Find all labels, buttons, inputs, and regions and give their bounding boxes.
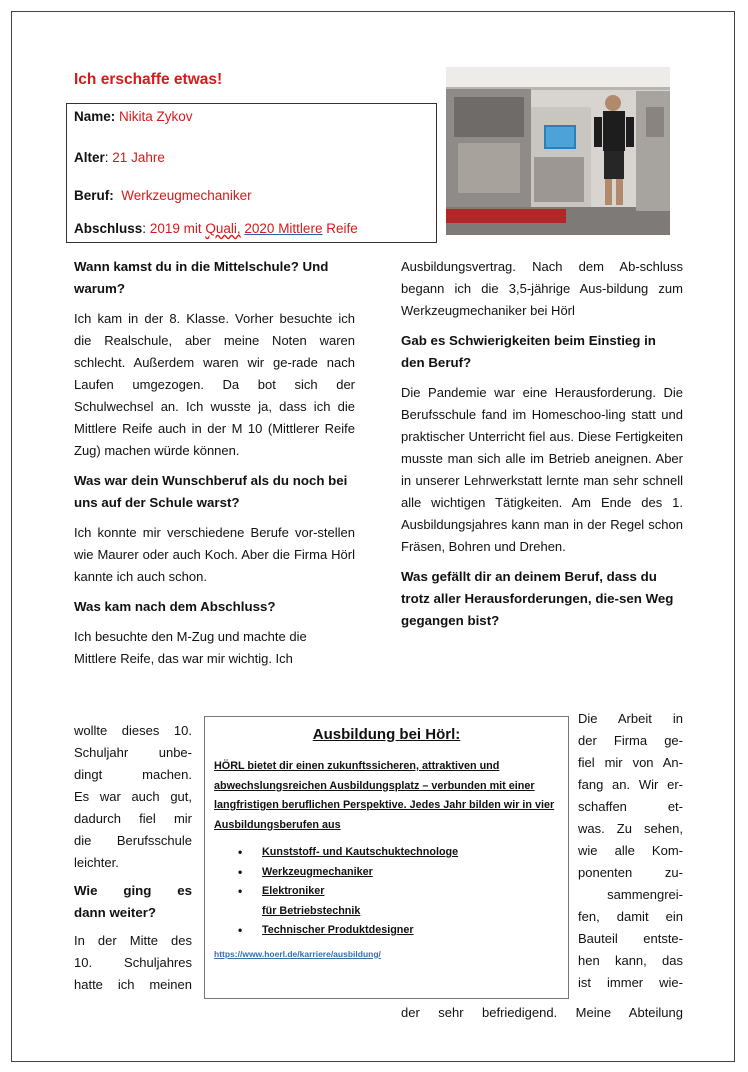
narrow-line: sammengrei-: [607, 887, 683, 902]
right-last-line: der sehr befriedigend. Meine Abteilung: [401, 1005, 683, 1020]
narrow-line: wollte dieses 10.: [74, 723, 192, 738]
narrow-line: Schuljahr unbe-: [74, 745, 192, 760]
training-list: [214, 843, 559, 941]
right-column-top: [401, 256, 683, 632]
question-6: Was gefällt dir an deinem Beruf, dass du trotz aller Herausforderungen, die-sen Weg gegangen bist?: [401, 569, 674, 628]
question-2: Was war dein Wunschberuf als du noch bei uns auf der Schule warst?: [74, 473, 348, 510]
info-job-line: [74, 188, 252, 203]
degree-value-c: 2020 Mittlere: [244, 221, 323, 236]
question-4-line-2: dann weiter?: [74, 905, 157, 920]
bullet-icon: •: [238, 864, 243, 879]
narrow-line: 10. Schuljahres: [74, 955, 192, 970]
list-item-label: Elektroniker: [262, 885, 325, 897]
article-title: Ich erschaffe etwas!: [74, 71, 223, 88]
question-4-line-1: Wie ging es: [74, 883, 192, 898]
job-label: Beruf:: [74, 188, 114, 203]
degree-value-a: 2019 mit: [149, 221, 202, 236]
workshop-photo: [446, 67, 670, 235]
left-column-top: [74, 256, 355, 670]
answer-1: Ich kam in der 8. Klasse. Vorher besuchte ich die Realschule, aber meine Noten waren schlecht. Außerdem waren wir ge-rade nach Laufen umgezogen. Da bot sich der Schulwechsel an. Ich wusste ja, dass ich die Mittlere Reife auch in der M 10 (Mittlerer Reife Zug) machen würde können.: [74, 311, 355, 458]
narrow-line: hatte ich meinen: [74, 977, 192, 992]
narrow-line: ist immer wie-: [578, 975, 683, 990]
name-value: Nikita Zykov: [119, 109, 193, 124]
narrow-line: der Firma ge-: [578, 733, 683, 748]
narrow-line: ponenten zu-: [578, 865, 683, 880]
list-item-sublabel: für Betriebstechnik: [262, 904, 361, 917]
list-item-label: Kunststoff- und Kautschuktechnologe: [262, 846, 459, 858]
narrow-line: leichter.: [74, 855, 119, 870]
narrow-line: Es war auch gut,: [74, 789, 192, 804]
box-intro: HÖRL bietet dir einen zukunftssicheren, attraktiven und abwechslungsreichen Ausbildungsplatz – verbunden mit einer langfristigen beruflichen Perspektive. Jedes Jahr bilden wir in vier Ausbildungsberufen aus: [214, 760, 555, 831]
info-degree-line: [74, 221, 358, 236]
narrow-line: schaffen et-: [578, 799, 683, 814]
answer-5: Die Pandemie war eine Herausforderung. Die Berufsschule fand im Homeschoo-ling statt und praktischer Unterricht fiel aus. Diese Fertigkeiten musste man sich alle im Betrieb aneignen. Aber in unserer Lehrwerkstatt lernte man sehr schnell alle wichtigen Tätigkeiten. Am Ende des 1. Ausbildungsjahres kann man in der Regel schon Fräsen, Bohren und Drehen.: [401, 385, 683, 554]
name-label: Name:: [74, 109, 116, 124]
info-age-line: [74, 150, 165, 165]
training-link[interactable]: https://www.hoerl.de/karriere/ausbildung/: [214, 948, 381, 959]
right-narrow-column: [578, 708, 683, 994]
bullet-icon: •: [238, 845, 243, 859]
bullet-icon: •: [238, 884, 243, 898]
answer-3-line-1: Ich besuchte den M-Zug und machte die: [74, 629, 307, 644]
narrow-line: fiel mir von An-: [578, 755, 683, 770]
bullet-icon: •: [238, 923, 243, 937]
list-item: [214, 843, 559, 863]
question-5: Gab es Schwierigkeiten beim Einstieg in den Beruf?: [401, 333, 656, 370]
narrow-line: dingt machen.: [74, 767, 192, 782]
narrow-line: Die Arbeit in: [578, 711, 683, 726]
list-item: [214, 863, 559, 883]
question-3: Was kam nach dem Abschluss?: [74, 599, 276, 614]
left-narrow-column: [74, 720, 192, 996]
list-item-label: Technischer Produktdesigner: [262, 924, 414, 936]
workshop-photo-graphic: [446, 67, 670, 235]
narrow-line: In der Mitte des: [74, 933, 192, 948]
narrow-line: wie alle Kom-: [578, 843, 683, 858]
answer-4-continued: Ausbildungsvertrag. Nach dem Ab-schluss begann ich die 3,5-jährige Aus-bildung zum Werkzeugmechaniker bei Hörl: [401, 259, 683, 318]
degree-sep: :: [142, 221, 147, 236]
narrow-line: die Berufsschule: [74, 833, 192, 848]
degree-value-d: Reife: [326, 221, 358, 236]
age-sep: :: [104, 150, 109, 165]
narrow-line: fen, damit ein: [578, 909, 683, 924]
list-item: [214, 921, 559, 941]
narrow-line: fang an. Wir er-: [578, 777, 683, 792]
age-label: Alter: [74, 150, 105, 165]
question-1: Wann kamst du in die Mittelschule? Und warum?: [74, 259, 329, 296]
narrow-line: dadurch fiel mir: [74, 811, 192, 826]
list-item: [214, 882, 559, 921]
answer-3-line-2: Mittlere Reife, das war mir wichtig. Ich: [74, 651, 293, 666]
narrow-line: was. Zu sehen,: [578, 821, 683, 836]
box-title: Ausbildung bei Hörl:: [312, 726, 461, 743]
list-item-label: Werkzeugmechaniker: [262, 865, 373, 878]
answer-2: Ich konnte mir verschiedene Berufe vor-stellen wie Maurer oder auch Koch. Aber die Firma Hörl kannte ich auch schon.: [74, 525, 355, 584]
degree-label: Abschluss: [74, 221, 143, 236]
training-info-box: [204, 716, 569, 999]
narrow-line: hen kann, das: [578, 953, 683, 968]
narrow-line: Bauteil entste-: [578, 931, 683, 946]
job-value: Werkzeugmechaniker: [121, 188, 252, 203]
degree-value-b: Quali,: [205, 221, 241, 236]
info-name-line: [74, 109, 193, 124]
age-value: 21 Jahre: [112, 150, 165, 165]
